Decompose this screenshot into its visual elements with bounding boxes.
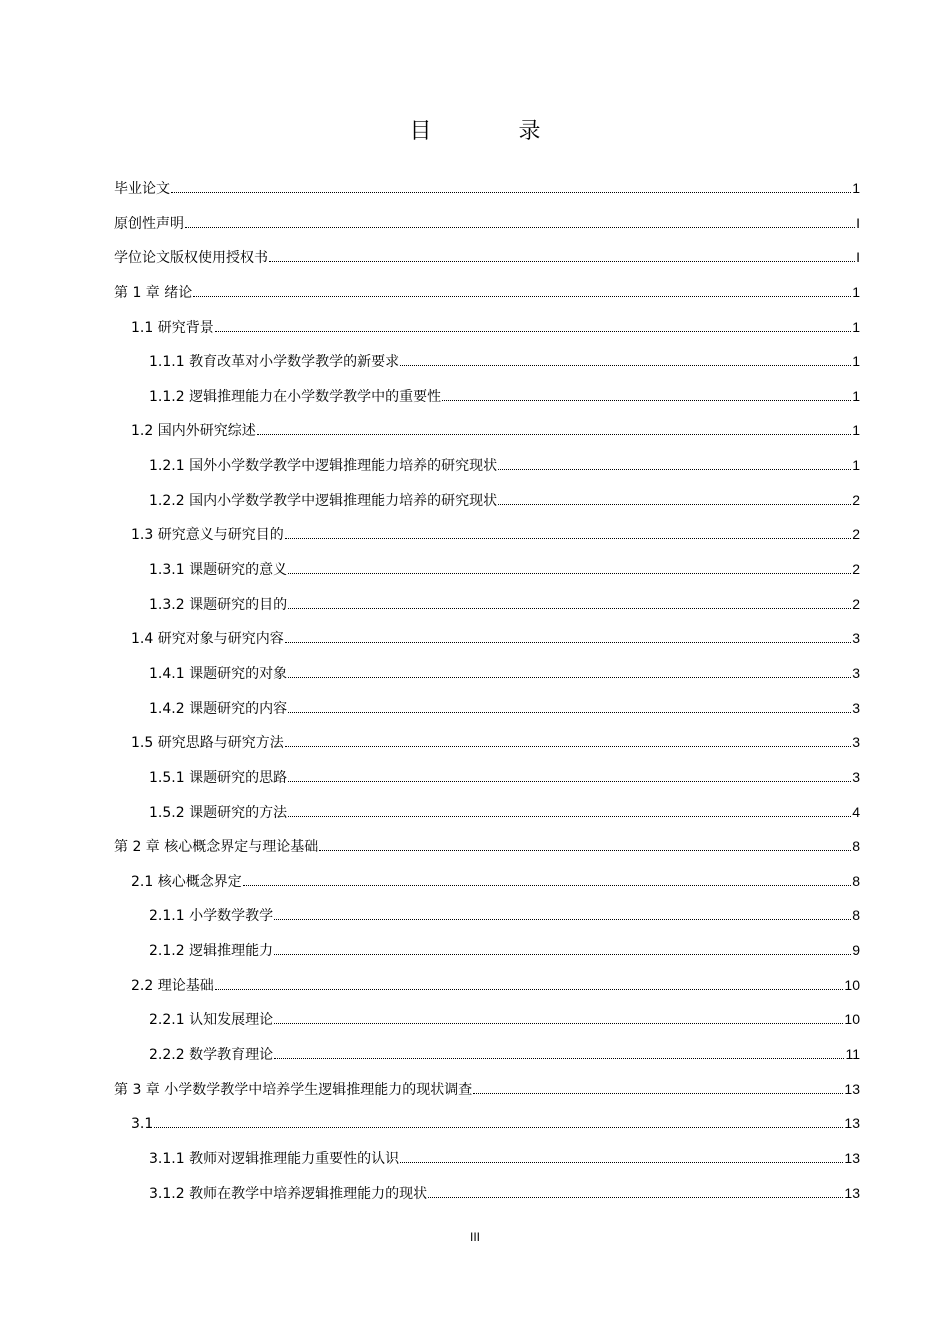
toc-leader-dots xyxy=(257,421,851,435)
toc-entry[interactable] xyxy=(114,802,860,837)
toc-entry[interactable] xyxy=(114,524,860,559)
toc-entry-title: 1.3 研究意义与研究目的 xyxy=(131,527,284,544)
toc-entry-title: 1.2 国内外研究综述 xyxy=(131,423,256,440)
toc-entry-page: 1 xyxy=(852,387,860,404)
toc-entry-title: 1.1 研究背景 xyxy=(131,319,214,336)
toc-entry[interactable] xyxy=(114,836,860,871)
toc-entry-title: 2.1 核心概念界定 xyxy=(131,873,242,890)
toc-entry[interactable] xyxy=(114,1044,860,1079)
toc-entry-title: 1.2.2 国内小学数学教学中逻辑推理能力培养的研究现状 xyxy=(149,492,498,509)
toc-entry-title: 学位论文版权使用授权书 xyxy=(114,250,268,267)
toc-leader-dots xyxy=(215,976,844,990)
toc-entry[interactable] xyxy=(114,455,860,490)
table-of-contents xyxy=(114,178,860,1217)
toc-entry-page: 11 xyxy=(845,1046,860,1063)
toc-entry-page: 8 xyxy=(852,872,860,889)
toc-leader-dots xyxy=(498,491,851,505)
toc-leader-dots xyxy=(185,214,855,228)
toc-entry-page: 9 xyxy=(852,942,860,959)
toc-entry[interactable] xyxy=(114,594,860,629)
toc-leader-dots xyxy=(274,1045,844,1059)
toc-entry-title: 1.5.1 课题研究的思路 xyxy=(149,769,288,786)
toc-entry[interactable] xyxy=(114,559,860,594)
toc-entry[interactable] xyxy=(114,282,860,317)
toc-entry-title: 2.2.1 认知发展理论 xyxy=(149,1012,274,1029)
toc-entry[interactable] xyxy=(114,1009,860,1044)
toc-entry[interactable] xyxy=(114,351,860,386)
toc-entry-title: 1.3.1 课题研究的意义 xyxy=(149,562,288,579)
toc-entry-page: 3 xyxy=(852,664,860,681)
toc-entry-page: 13 xyxy=(844,1080,860,1097)
toc-leader-dots xyxy=(215,318,851,332)
toc-entry-page: 1 xyxy=(852,318,860,335)
toc-entry-title: 毕业论文 xyxy=(114,181,170,197)
toc-entry[interactable] xyxy=(114,1079,860,1114)
toc-entry[interactable] xyxy=(114,490,860,525)
toc-entry-title: 2.2 理论基础 xyxy=(131,977,214,994)
toc-entry-page: 8 xyxy=(852,907,860,924)
toc-entry-page: 2 xyxy=(852,491,860,508)
toc-entry[interactable] xyxy=(114,663,860,698)
toc-entry-page: 1 xyxy=(852,457,860,474)
toc-entry[interactable] xyxy=(114,767,860,802)
toc-entry-title: 第 1 章 绪论 xyxy=(114,284,193,301)
toc-leader-dots xyxy=(288,560,851,574)
toc-entry-page: 10 xyxy=(844,1011,860,1028)
page-title: 目 录 xyxy=(409,119,581,144)
toc-leader-dots xyxy=(154,1114,843,1128)
toc-entry-page: 8 xyxy=(852,838,860,855)
toc-leader-dots xyxy=(288,595,851,609)
toc-leader-dots xyxy=(193,283,851,297)
toc-leader-dots xyxy=(288,768,851,782)
toc-entry-title: 1.1.2 逻辑推理能力在小学数学教学中的重要性 xyxy=(149,388,442,405)
toc-entry-title: 1.5 研究思路与研究方法 xyxy=(131,735,284,752)
toc-entry-title: 1.2.1 国外小学数学教学中逻辑推理能力培养的研究现状 xyxy=(149,458,498,475)
toc-entry-page: 3 xyxy=(852,768,860,785)
toc-entry[interactable] xyxy=(114,1183,860,1218)
toc-entry-page: 1 xyxy=(852,180,860,196)
toc-entry-page: 1 xyxy=(852,422,860,439)
toc-entry-page: 1 xyxy=(852,353,860,370)
toc-entry-title: 3.1.2 教师在教学中培养逻辑推理能力的现状 xyxy=(149,1185,428,1202)
toc-entry-title: 1.4.1 课题研究的对象 xyxy=(149,665,288,682)
toc-entry[interactable] xyxy=(114,698,860,733)
toc-entry-page: 2 xyxy=(852,526,860,543)
toc-leader-dots xyxy=(319,837,851,851)
toc-leader-dots xyxy=(442,387,851,401)
toc-leader-dots xyxy=(400,1149,843,1163)
toc-leader-dots xyxy=(243,872,851,886)
toc-entry-title: 1.4 研究对象与研究内容 xyxy=(131,631,284,648)
toc-entry[interactable] xyxy=(114,1113,860,1148)
toc-entry-title: 1.4.2 课题研究的内容 xyxy=(149,700,288,717)
toc-leader-dots xyxy=(285,733,851,747)
toc-leader-dots xyxy=(285,525,851,539)
toc-leader-dots xyxy=(274,941,851,955)
toc-entry[interactable] xyxy=(114,317,860,352)
toc-leader-dots xyxy=(288,664,851,678)
toc-entry-page: 13 xyxy=(844,1149,860,1166)
toc-entry[interactable] xyxy=(114,628,860,663)
toc-entry-page: 2 xyxy=(852,595,860,612)
page-number-footer: III xyxy=(469,1230,480,1244)
toc-leader-dots xyxy=(498,456,851,470)
toc-entry[interactable] xyxy=(114,213,860,248)
toc-entry-title: 第 3 章 小学数学教学中培养学生逻辑推理能力的现状调查 xyxy=(114,1081,473,1098)
toc-entry[interactable] xyxy=(114,178,860,213)
toc-leader-dots xyxy=(428,1184,843,1198)
toc-entry-page: I xyxy=(856,214,860,231)
toc-entry-page: 3 xyxy=(852,699,860,716)
toc-entry-title: 2.1.1 小学数学教学 xyxy=(149,908,274,925)
toc-entry-page: 13 xyxy=(844,1115,860,1132)
toc-entry[interactable] xyxy=(114,247,860,282)
toc-entry-page: 3 xyxy=(852,630,860,647)
toc-entry-title: 2.1.2 逻辑推理能力 xyxy=(149,943,274,960)
toc-leader-dots xyxy=(400,352,851,366)
toc-entry-page: 13 xyxy=(844,1184,860,1201)
toc-entry-page: 10 xyxy=(844,976,860,993)
toc-leader-dots xyxy=(473,1080,843,1094)
toc-entry-title: 2.2.2 数学教育理论 xyxy=(149,1047,274,1064)
toc-entry[interactable] xyxy=(114,420,860,455)
toc-leader-dots xyxy=(288,803,851,817)
toc-entry[interactable] xyxy=(114,386,860,421)
toc-entry[interactable] xyxy=(114,1148,860,1183)
toc-entry-page: I xyxy=(856,249,860,266)
toc-entry-page: 3 xyxy=(852,734,860,751)
toc-entry[interactable] xyxy=(114,732,860,767)
toc-leader-dots xyxy=(285,629,851,643)
toc-entry-title: 1.3.2 课题研究的目的 xyxy=(149,596,288,613)
toc-entry-title: 1.5.2 课题研究的方法 xyxy=(149,804,288,821)
toc-leader-dots xyxy=(288,699,851,713)
toc-entry[interactable] xyxy=(114,905,860,940)
toc-entry-title: 1.1.1 教育改革对小学数学教学的新要求 xyxy=(149,354,400,371)
toc-entry[interactable] xyxy=(114,871,860,906)
toc-entry-title: 第 2 章 核心概念界定与理论基础 xyxy=(114,839,319,856)
toc-entry-title: 3.1.1 教师对逻辑推理能力重要性的认识 xyxy=(149,1150,400,1167)
toc-entry-page: 4 xyxy=(852,803,860,820)
toc-entry-page: 2 xyxy=(852,561,860,578)
toc-leader-dots xyxy=(274,906,851,920)
toc-entry[interactable] xyxy=(114,975,860,1010)
toc-entry-title: 3.1 xyxy=(131,1116,154,1133)
toc-leader-dots xyxy=(269,248,855,262)
toc-entry-page: 1 xyxy=(852,283,860,300)
toc-entry-title: 原创性声明 xyxy=(114,215,184,232)
toc-entry[interactable] xyxy=(114,940,860,975)
toc-leader-dots xyxy=(171,179,851,193)
toc-leader-dots xyxy=(274,1010,843,1024)
